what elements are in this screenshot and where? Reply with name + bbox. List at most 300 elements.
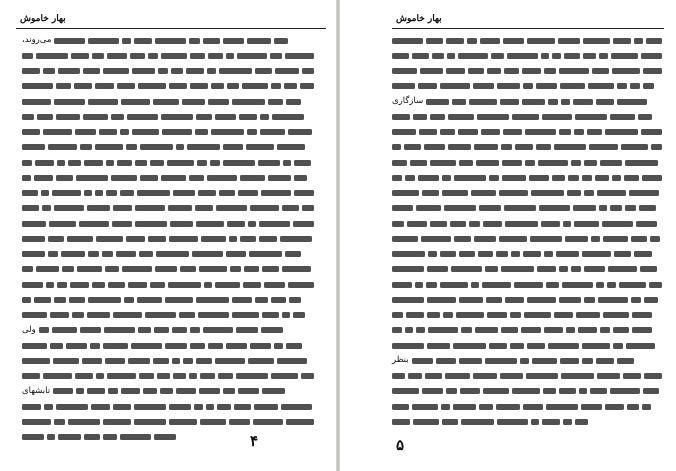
word-mark xyxy=(448,114,474,120)
word-mark xyxy=(48,251,58,257)
word-mark xyxy=(541,53,549,59)
word-mark xyxy=(573,205,596,211)
word-mark xyxy=(262,266,279,272)
word-mark xyxy=(95,83,114,89)
word-mark xyxy=(392,236,418,242)
word-mark xyxy=(96,236,123,242)
word-mark xyxy=(554,312,573,318)
word-mark xyxy=(165,297,193,303)
word-mark xyxy=(430,221,447,227)
word-mark xyxy=(561,99,570,105)
word-mark xyxy=(277,144,305,150)
word-mark xyxy=(249,251,282,257)
text-line xyxy=(392,126,662,139)
word-mark xyxy=(392,343,424,349)
word-mark xyxy=(22,419,51,425)
word-mark xyxy=(450,221,466,227)
word-mark xyxy=(392,404,409,410)
word-mark xyxy=(192,251,223,257)
word-mark xyxy=(524,312,551,318)
word-mark xyxy=(461,419,494,425)
word-mark xyxy=(22,99,51,105)
word-mark xyxy=(301,373,314,379)
word-mark xyxy=(240,236,256,242)
word-mark xyxy=(161,114,193,120)
word-mark xyxy=(578,327,597,333)
word-mark xyxy=(232,297,252,303)
word-mark xyxy=(260,129,285,135)
word-mark xyxy=(135,160,147,166)
word-mark xyxy=(584,190,594,196)
text-line xyxy=(22,65,314,78)
word-mark xyxy=(459,358,482,364)
word-mark xyxy=(641,129,662,135)
word-mark xyxy=(208,53,223,59)
text-line xyxy=(22,171,314,184)
word-mark xyxy=(523,83,533,89)
word-mark xyxy=(561,373,594,379)
word-mark xyxy=(22,236,45,242)
word-mark xyxy=(625,160,658,166)
word-mark xyxy=(442,190,468,196)
word-mark xyxy=(607,282,616,288)
word-mark xyxy=(575,419,588,425)
word-mark xyxy=(34,175,53,181)
word-mark xyxy=(558,38,580,44)
word-mark xyxy=(483,388,509,394)
word-mark xyxy=(22,175,31,181)
word-mark xyxy=(223,38,244,44)
text-line xyxy=(22,263,314,276)
word-mark xyxy=(135,221,167,227)
word-mark xyxy=(211,83,224,89)
word-mark xyxy=(427,297,456,303)
word-mark xyxy=(581,404,602,410)
word-mark xyxy=(422,190,439,196)
word-mark xyxy=(239,114,257,120)
word-mark xyxy=(573,99,593,105)
word-mark xyxy=(522,68,541,74)
word-mark xyxy=(617,358,634,364)
word-mark xyxy=(217,404,231,410)
word-mark xyxy=(54,205,84,211)
text-line xyxy=(22,415,314,428)
text-line xyxy=(22,400,314,413)
word-mark xyxy=(613,38,631,44)
word-mark xyxy=(207,175,237,181)
word-mark xyxy=(79,221,109,227)
word-mark xyxy=(392,129,416,135)
word-mark xyxy=(602,221,633,227)
word-mark xyxy=(150,160,164,166)
word-mark xyxy=(43,373,72,379)
word-mark xyxy=(199,266,227,272)
word-mark xyxy=(143,388,157,394)
word-mark xyxy=(22,434,44,440)
word-mark xyxy=(596,282,604,288)
text-line xyxy=(392,370,662,383)
word-mark xyxy=(649,282,662,288)
word-mark xyxy=(514,282,543,288)
word-mark xyxy=(170,221,193,227)
text-line xyxy=(392,34,662,47)
word-mark xyxy=(642,175,662,181)
word-mark xyxy=(187,144,220,150)
word-mark xyxy=(57,160,65,166)
text-line xyxy=(22,49,314,62)
word-mark xyxy=(72,312,84,318)
word-mark xyxy=(428,327,458,333)
word-mark xyxy=(196,114,212,120)
word-mark xyxy=(413,419,439,425)
word-mark xyxy=(605,404,624,410)
text-line xyxy=(392,217,662,230)
word-mark xyxy=(62,266,74,272)
word-mark xyxy=(36,53,68,59)
word-mark xyxy=(230,266,241,272)
word-mark xyxy=(223,160,255,166)
text-line xyxy=(392,95,662,108)
word-mark xyxy=(173,190,195,196)
word-mark xyxy=(176,144,184,150)
word-mark xyxy=(487,68,501,74)
word-mark xyxy=(477,114,509,120)
word-mark xyxy=(491,53,504,59)
word-mark xyxy=(416,327,425,333)
text-line xyxy=(392,293,662,306)
word-mark xyxy=(489,175,499,181)
word-mark xyxy=(69,297,85,303)
word-mark xyxy=(603,236,628,242)
word-mark xyxy=(392,175,402,181)
word-mark xyxy=(408,373,422,379)
word-mark xyxy=(282,312,290,318)
word-mark xyxy=(582,251,611,257)
page-number: ۵ xyxy=(396,436,405,454)
word-mark xyxy=(426,38,443,44)
word-mark xyxy=(200,419,226,425)
word-mark xyxy=(642,404,651,410)
word-mark xyxy=(77,266,102,272)
word-mark xyxy=(218,373,233,379)
word-mark xyxy=(405,175,415,181)
word-mark xyxy=(280,236,312,242)
word-mark xyxy=(22,343,47,349)
word-mark xyxy=(503,129,522,135)
word-mark xyxy=(392,68,417,74)
word-mark xyxy=(515,144,533,150)
word-mark xyxy=(126,236,145,242)
word-mark xyxy=(138,83,166,89)
word-mark xyxy=(497,419,528,425)
word-mark xyxy=(196,297,229,303)
word-mark xyxy=(458,129,478,135)
word-mark xyxy=(597,373,620,379)
word-mark xyxy=(392,190,419,196)
word-mark xyxy=(443,312,453,318)
word-mark xyxy=(47,434,55,440)
word-mark xyxy=(243,282,261,288)
word-mark xyxy=(155,38,186,44)
word-mark xyxy=(22,83,53,89)
text-line xyxy=(392,187,662,200)
word-mark xyxy=(522,99,545,105)
word-mark xyxy=(139,251,153,257)
word-mark xyxy=(511,251,520,257)
word-mark xyxy=(240,175,265,181)
word-mark xyxy=(208,343,223,349)
word-mark xyxy=(482,282,511,288)
word-mark xyxy=(216,205,247,211)
word-mark xyxy=(137,190,170,196)
word-mark xyxy=(590,388,607,394)
word-mark xyxy=(22,129,40,135)
word-mark xyxy=(542,114,572,120)
word-mark xyxy=(529,175,549,181)
word-mark xyxy=(242,83,268,89)
word-mark xyxy=(559,266,568,272)
text-line xyxy=(392,263,662,276)
word-mark xyxy=(22,205,39,211)
word-mark xyxy=(268,99,283,105)
word-mark xyxy=(208,99,229,105)
text-line xyxy=(22,324,314,337)
word-mark xyxy=(636,221,657,227)
word-mark xyxy=(485,358,517,364)
word-mark xyxy=(22,114,34,120)
word-mark xyxy=(52,190,81,196)
word-mark xyxy=(275,68,299,74)
word-mark xyxy=(430,160,456,166)
word-mark xyxy=(286,343,302,349)
word-mark xyxy=(392,53,409,59)
word-mark xyxy=(412,358,433,364)
page-body xyxy=(22,34,314,446)
word-mark xyxy=(52,327,77,333)
word-mark xyxy=(70,282,89,288)
text-line xyxy=(392,309,662,322)
word-mark xyxy=(82,358,102,364)
word-mark xyxy=(289,297,301,303)
word-mark xyxy=(203,327,233,333)
word-mark xyxy=(158,68,168,74)
word-mark xyxy=(283,160,291,166)
text-line xyxy=(392,415,662,428)
word-mark xyxy=(250,343,271,349)
text-line xyxy=(392,339,662,352)
word-mark xyxy=(583,38,610,44)
text-line xyxy=(22,141,314,154)
word-mark xyxy=(591,236,600,242)
text-line xyxy=(22,278,314,291)
word-mark xyxy=(475,327,498,333)
word-mark xyxy=(56,83,71,89)
word-mark xyxy=(227,221,245,227)
word-mark xyxy=(80,144,92,150)
word-mark xyxy=(496,251,508,257)
word-mark xyxy=(229,236,237,242)
word-mark xyxy=(34,297,51,303)
word-mark xyxy=(248,221,256,227)
word-mark xyxy=(646,38,662,44)
word-mark xyxy=(527,343,545,349)
word-mark xyxy=(546,282,559,288)
word-mark xyxy=(600,160,622,166)
word-mark xyxy=(255,297,268,303)
word-mark xyxy=(418,83,437,89)
word-mark xyxy=(285,251,301,257)
word-mark xyxy=(107,373,136,379)
word-mark xyxy=(22,190,38,196)
word-mark xyxy=(68,419,100,425)
word-mark xyxy=(644,297,658,303)
word-mark xyxy=(454,236,471,242)
header-rule xyxy=(16,28,326,29)
word-mark xyxy=(485,266,498,272)
text-line xyxy=(392,385,662,398)
word-mark xyxy=(219,190,235,196)
word-mark xyxy=(643,68,662,74)
word-mark xyxy=(103,419,131,425)
word-mark xyxy=(288,282,314,288)
word-mark xyxy=(134,419,166,425)
word-mark xyxy=(264,282,285,288)
word-mark xyxy=(643,83,654,89)
word-mark xyxy=(196,221,224,227)
word-mark xyxy=(169,83,187,89)
word-mark xyxy=(632,312,652,318)
word-mark xyxy=(274,38,288,44)
word-mark xyxy=(631,236,647,242)
word-mark xyxy=(440,251,456,257)
word-mark xyxy=(501,266,534,272)
word-mark xyxy=(526,373,558,379)
word-mark xyxy=(88,251,99,257)
word-mark xyxy=(567,190,581,196)
word-mark xyxy=(261,190,291,196)
word-mark xyxy=(215,114,236,120)
word-mark xyxy=(479,205,501,211)
word-mark xyxy=(468,68,484,74)
word-mark xyxy=(145,312,176,318)
word-mark xyxy=(111,175,137,181)
word-mark xyxy=(427,266,448,272)
word-mark xyxy=(392,419,410,425)
word-mark xyxy=(112,221,132,227)
word-mark xyxy=(255,68,272,74)
word-mark xyxy=(500,99,519,105)
paragraph-lead-word: سازگاری xyxy=(392,96,424,106)
word-mark xyxy=(272,114,304,120)
word-mark xyxy=(120,129,129,135)
word-mark xyxy=(50,312,69,318)
word-mark xyxy=(392,38,423,44)
word-mark xyxy=(486,297,502,303)
word-mark xyxy=(574,221,599,227)
word-mark xyxy=(424,144,445,150)
word-mark xyxy=(226,343,247,349)
text-line xyxy=(22,309,314,322)
word-mark xyxy=(302,205,314,211)
word-mark xyxy=(169,404,191,410)
word-mark xyxy=(610,205,622,211)
word-mark xyxy=(614,251,631,257)
word-mark xyxy=(512,388,540,394)
word-mark xyxy=(510,312,521,318)
word-mark xyxy=(487,312,507,318)
word-mark xyxy=(554,144,586,150)
word-mark xyxy=(560,83,585,89)
word-mark xyxy=(504,205,536,211)
word-mark xyxy=(595,175,609,181)
word-mark xyxy=(53,358,79,364)
word-mark xyxy=(441,404,450,410)
word-mark xyxy=(392,327,402,333)
text-line xyxy=(392,141,662,154)
word-mark xyxy=(627,404,639,410)
word-mark xyxy=(210,160,220,166)
word-mark xyxy=(440,129,455,135)
word-mark xyxy=(571,160,581,166)
word-mark xyxy=(22,358,50,364)
word-mark xyxy=(565,236,588,242)
word-mark xyxy=(525,160,535,166)
word-mark xyxy=(446,388,457,394)
word-mark xyxy=(120,434,151,440)
word-mark xyxy=(203,38,220,44)
word-mark xyxy=(552,175,565,181)
word-mark xyxy=(22,53,33,59)
left-page xyxy=(0,0,336,471)
word-mark xyxy=(610,388,640,394)
word-mark xyxy=(430,114,445,120)
word-mark xyxy=(407,221,427,227)
word-mark xyxy=(84,434,100,440)
word-mark xyxy=(88,38,119,44)
word-mark xyxy=(603,312,629,318)
word-mark xyxy=(454,175,486,181)
word-mark xyxy=(113,312,142,318)
paragraph-lead-word: ولی xyxy=(22,324,36,335)
word-mark xyxy=(128,358,150,364)
word-mark xyxy=(544,251,553,257)
word-mark xyxy=(226,251,246,257)
word-mark xyxy=(634,38,643,44)
word-mark xyxy=(227,83,239,89)
text-line xyxy=(392,80,662,93)
word-mark xyxy=(294,190,314,196)
word-mark xyxy=(641,53,662,59)
word-mark xyxy=(111,114,124,120)
word-mark xyxy=(66,343,87,349)
word-mark xyxy=(179,312,195,318)
text-line xyxy=(392,248,662,261)
word-mark xyxy=(453,343,486,349)
word-mark xyxy=(160,388,173,394)
word-mark xyxy=(223,144,243,150)
word-mark xyxy=(99,129,117,135)
word-mark xyxy=(103,68,129,74)
word-mark xyxy=(467,38,477,44)
word-mark xyxy=(552,53,561,59)
word-mark xyxy=(116,251,136,257)
word-mark xyxy=(139,373,154,379)
word-mark xyxy=(650,236,660,242)
text-line xyxy=(392,232,662,245)
text-line xyxy=(392,278,662,291)
word-mark xyxy=(262,312,279,318)
word-mark xyxy=(520,358,529,364)
